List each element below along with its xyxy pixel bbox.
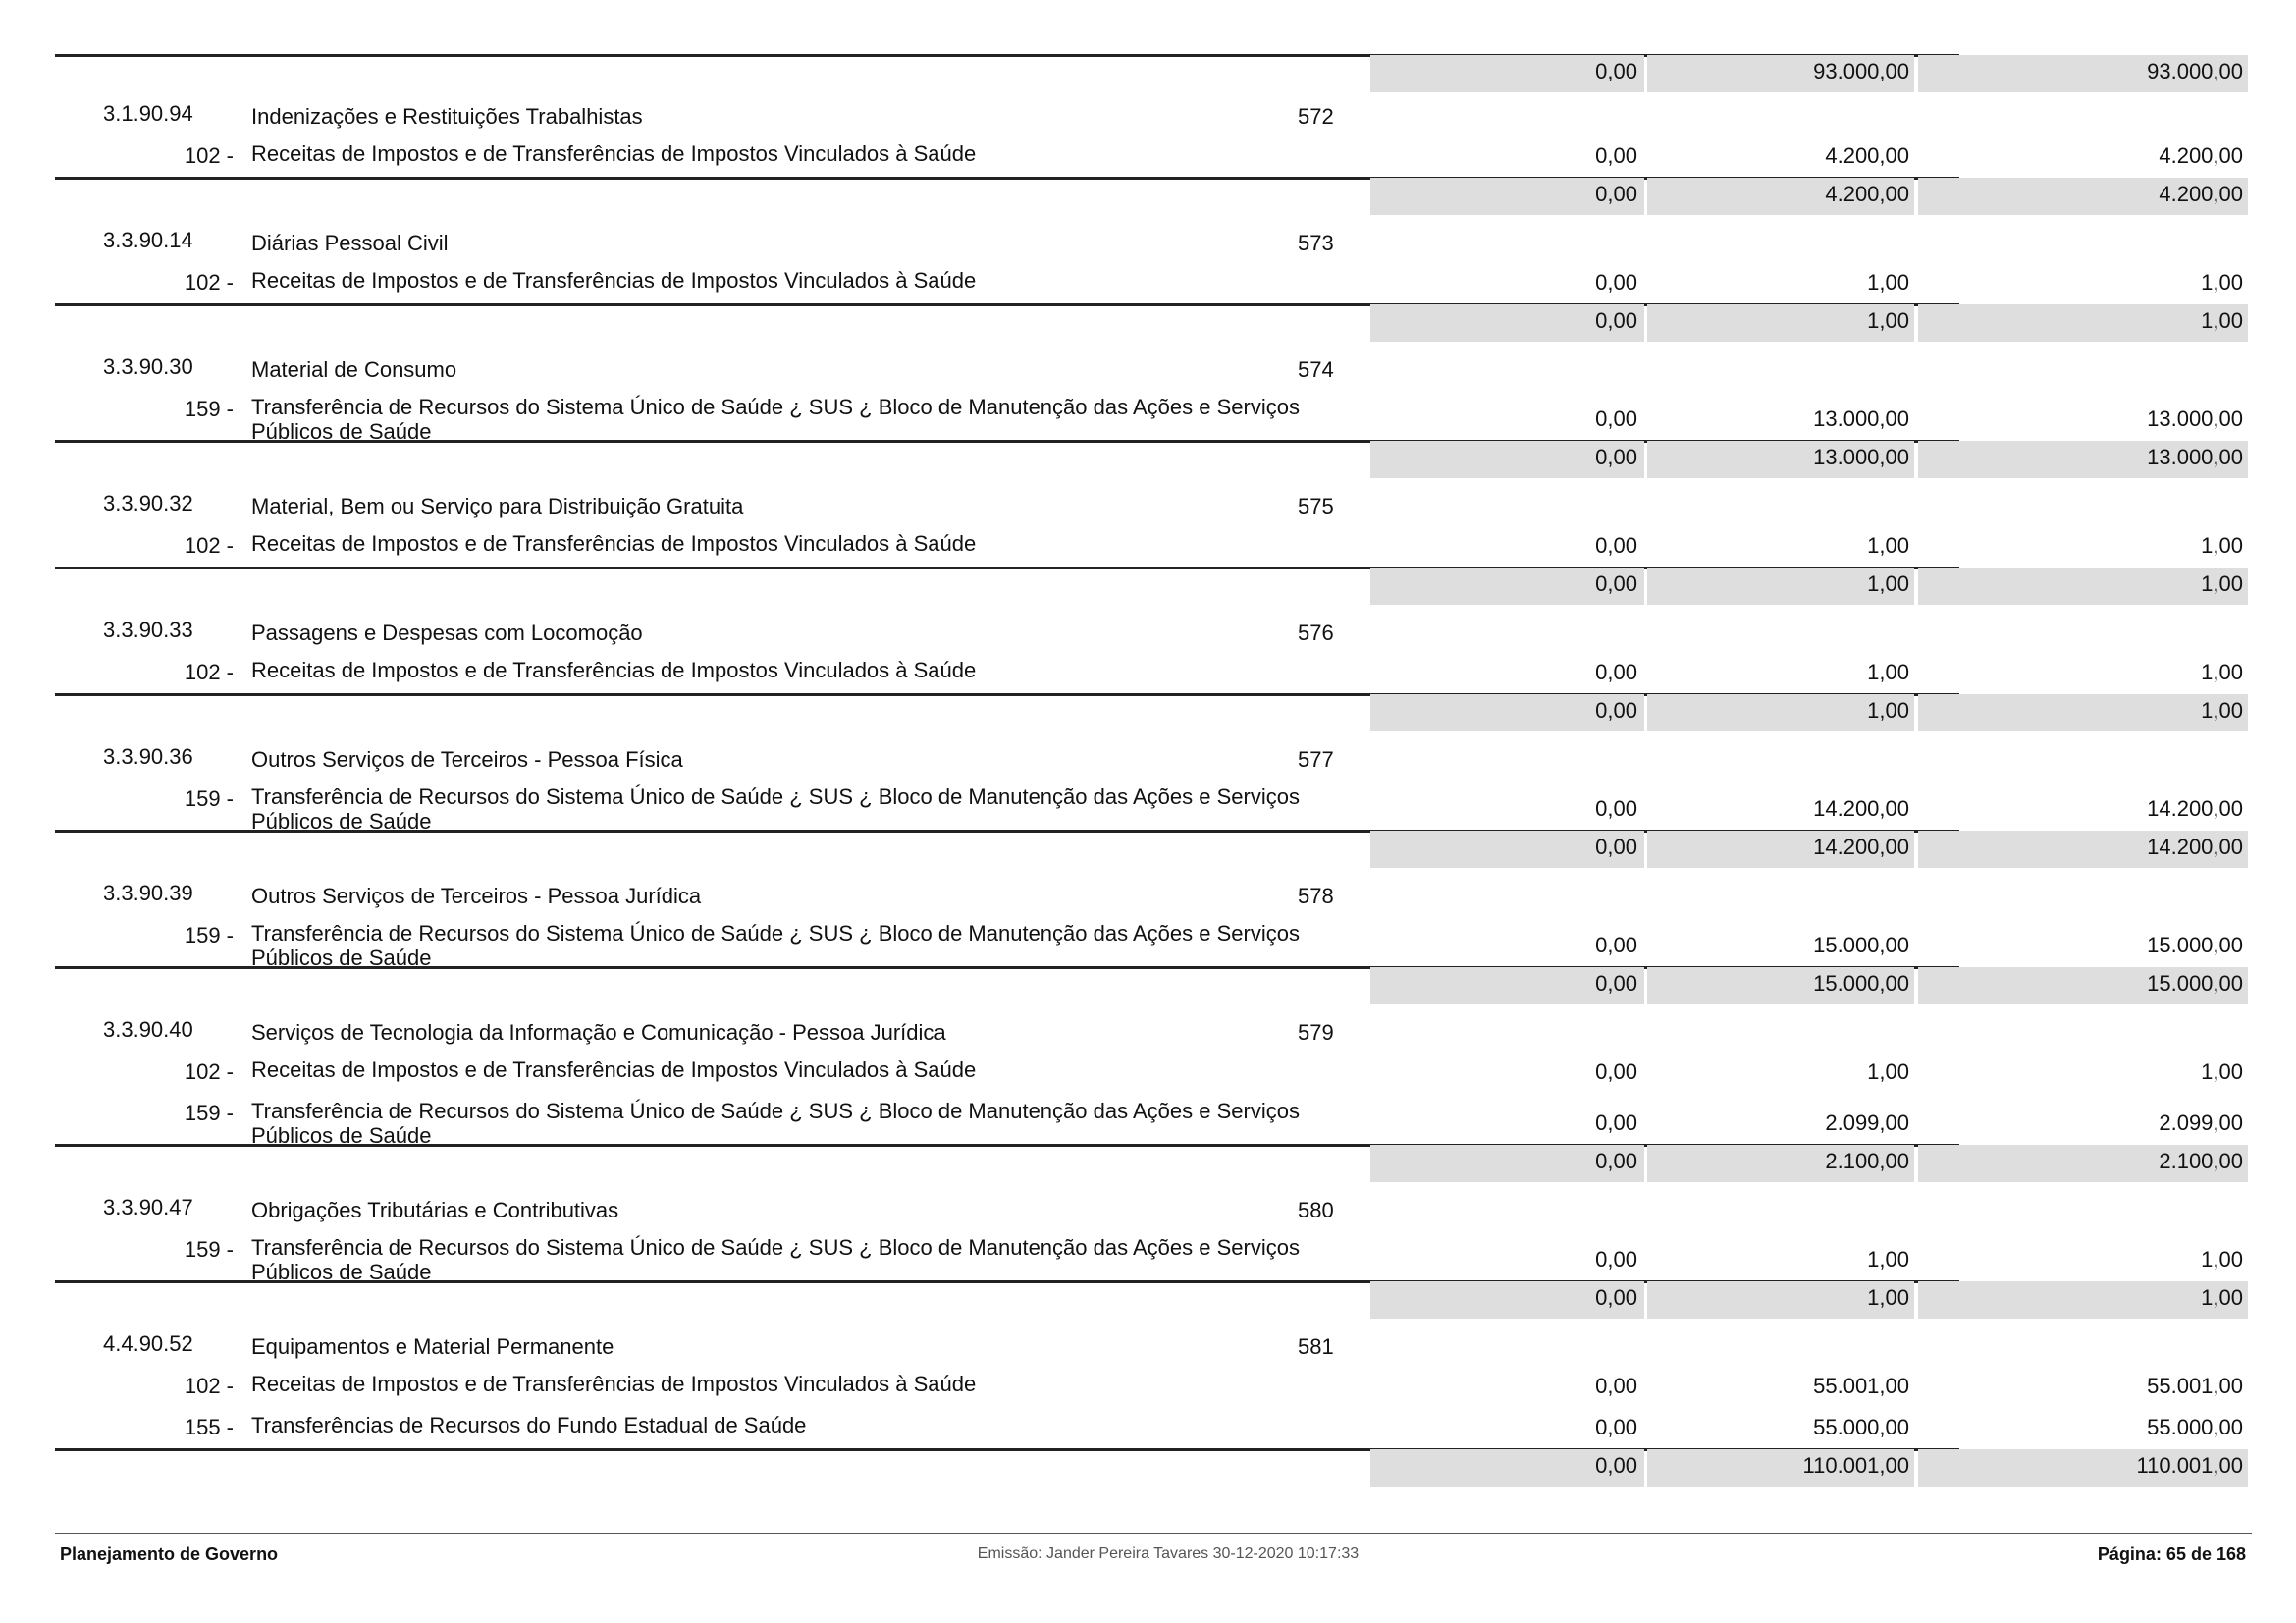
fonte-code: 102 - — [184, 270, 234, 295]
fonte-code: 159 - — [184, 923, 234, 947]
group-total-value-3: 1,00 — [2201, 308, 2243, 333]
opening-total-value-2: 93.000,00 — [1813, 59, 1909, 83]
account-code: 3.3.90.33 — [103, 618, 193, 642]
line-value-3: 1,00 — [2201, 270, 2243, 295]
line-value-1: 0,00 — [1595, 1247, 1637, 1271]
sequence-number: 578 — [1298, 884, 1334, 908]
fonte-description: Receitas de Impostos e de Transferências de Impostos Vinculados à Saúde — [251, 1372, 977, 1396]
line-value-3: 15.000,00 — [2147, 933, 2243, 957]
line-value-2: 1,00 — [1867, 270, 1909, 295]
fonte-code: 102 - — [184, 1374, 234, 1398]
line-value-1: 0,00 — [1595, 270, 1637, 295]
group-total-value-3: 1,00 — [2201, 571, 2243, 596]
line-value-1: 0,00 — [1595, 533, 1637, 558]
group-total-value-1: 0,00 — [1595, 571, 1637, 596]
line-value-2: 1,00 — [1867, 1059, 1909, 1084]
group-total-value-3: 4.200,00 — [2159, 182, 2243, 206]
line-value-1: 0,00 — [1595, 660, 1637, 684]
sequence-number: 572 — [1298, 104, 1334, 129]
fonte-description: Receitas de Impostos e de Transferências de Impostos Vinculados à Saúde — [251, 268, 977, 293]
line-value-3: 1,00 — [2201, 1247, 2243, 1271]
fonte-code: 159 - — [184, 397, 234, 421]
account-code: 3.1.90.94 — [103, 101, 193, 126]
group-total-value-3: 1,00 — [2201, 1285, 2243, 1310]
line-value-2: 14.200,00 — [1813, 796, 1909, 821]
group-total-value-2: 110.001,00 — [1802, 1453, 1909, 1478]
line-value-1: 0,00 — [1595, 933, 1637, 957]
sequence-number: 574 — [1298, 357, 1334, 382]
line-value-2: 1,00 — [1867, 660, 1909, 684]
group-total-value-2: 1,00 — [1867, 308, 1909, 333]
group-total-value-1: 0,00 — [1595, 1285, 1637, 1310]
group-total-value-3: 15.000,00 — [2147, 971, 2243, 996]
line-value-2: 13.000,00 — [1813, 406, 1909, 431]
group-total-value-3: 110.001,00 — [2136, 1453, 2243, 1478]
line-value-2: 55.000,00 — [1813, 1415, 1909, 1439]
group-total-value-1: 0,00 — [1595, 445, 1637, 469]
sequence-number: 573 — [1298, 231, 1334, 255]
group-total-value-1: 0,00 — [1595, 1453, 1637, 1478]
fonte-code: 102 - — [184, 660, 234, 684]
fonte-code: 159 - — [184, 1101, 234, 1125]
group-total-value-1: 0,00 — [1595, 308, 1637, 333]
account-code: 3.3.90.39 — [103, 881, 193, 905]
opening-total-value-1: 0,00 — [1595, 59, 1637, 83]
line-value-1: 0,00 — [1595, 1059, 1637, 1084]
fonte-code: 159 - — [184, 1237, 234, 1262]
account-name: Equipamentos e Material Permanente — [251, 1334, 614, 1359]
account-name: Serviços de Tecnologia da Informação e Comunicação - Pessoa Jurídica — [251, 1020, 946, 1045]
line-value-1: 0,00 — [1595, 1110, 1637, 1135]
account-name: Diárias Pessoal Civil — [251, 231, 449, 255]
fonte-code: 102 - — [184, 143, 234, 168]
footer-divider — [55, 1533, 2252, 1534]
account-name: Material, Bem ou Serviço para Distribuição Gratuita — [251, 494, 744, 518]
sequence-number: 580 — [1298, 1198, 1334, 1222]
fonte-description: Receitas de Impostos e de Transferências de Impostos Vinculados à Saúde — [251, 531, 977, 556]
line-value-2: 55.001,00 — [1813, 1374, 1909, 1398]
line-value-2: 15.000,00 — [1813, 933, 1909, 957]
sequence-number: 575 — [1298, 494, 1334, 518]
line-value-3: 1,00 — [2201, 1059, 2243, 1084]
group-total-value-2: 13.000,00 — [1813, 445, 1909, 469]
account-code: 3.3.90.36 — [103, 744, 193, 769]
sequence-number: 577 — [1298, 747, 1334, 772]
group-total-value-1: 0,00 — [1595, 835, 1637, 859]
group-total-value-1: 0,00 — [1595, 1149, 1637, 1173]
line-value-2: 1,00 — [1867, 533, 1909, 558]
footer-emission: Emissão: Jander Pereira Tavares 30-12-2020 10:17:33 — [977, 1545, 1360, 1562]
group-total-value-1: 0,00 — [1595, 698, 1637, 723]
group-total-value-2: 15.000,00 — [1813, 971, 1909, 996]
footer-page-number: Página: 65 de 168 — [2097, 1544, 2246, 1564]
group-total-value-2: 4.200,00 — [1825, 182, 1909, 206]
account-name: Obrigações Tributárias e Contributivas — [251, 1198, 619, 1222]
account-name: Indenizações e Restituições Trabalhistas — [251, 104, 643, 129]
group-total-value-1: 0,00 — [1595, 971, 1637, 996]
line-value-3: 55.001,00 — [2147, 1374, 2243, 1398]
group-total-value-3: 13.000,00 — [2147, 445, 2243, 469]
fonte-description: Transferência de Recursos do Sistema Único de Saúde ¿ SUS ¿ Bloco de Manutenção das Ações e Serviços Públicos de Saúde — [251, 784, 1300, 834]
fonte-code: 102 - — [184, 533, 234, 558]
account-name: Material de Consumo — [251, 357, 457, 382]
group-total-value-2: 14.200,00 — [1813, 835, 1909, 859]
account-code: 3.3.90.30 — [103, 354, 193, 379]
line-value-3: 14.200,00 — [2147, 796, 2243, 821]
line-value-1: 0,00 — [1595, 406, 1637, 431]
sequence-number: 581 — [1298, 1334, 1334, 1359]
line-value-1: 0,00 — [1595, 143, 1637, 168]
fonte-description: Transferência de Recursos do Sistema Único de Saúde ¿ SUS ¿ Bloco de Manutenção das Ações e Serviços Públicos de Saúde — [251, 921, 1300, 970]
line-value-3: 2.099,00 — [2159, 1110, 2243, 1135]
sequence-number: 579 — [1298, 1020, 1334, 1045]
account-code: 3.3.90.40 — [103, 1017, 193, 1042]
line-value-2: 1,00 — [1867, 1247, 1909, 1271]
fonte-description: Transferência de Recursos do Sistema Único de Saúde ¿ SUS ¿ Bloco de Manutenção das Ações e Serviços Públicos de Saúde — [251, 395, 1300, 444]
account-code: 4.4.90.52 — [103, 1331, 193, 1356]
line-value-1: 0,00 — [1595, 1374, 1637, 1398]
account-code: 3.3.90.14 — [103, 228, 193, 252]
account-name: Passagens e Despesas com Locomoção — [251, 621, 643, 645]
fonte-description: Receitas de Impostos e de Transferências de Impostos Vinculados à Saúde — [251, 1057, 977, 1082]
group-total-value-3: 2.100,00 — [2159, 1149, 2243, 1173]
group-total-value-2: 1,00 — [1867, 1285, 1909, 1310]
fonte-code: 159 - — [184, 786, 234, 811]
group-total-value-2: 2.100,00 — [1825, 1149, 1909, 1173]
line-value-3: 55.000,00 — [2147, 1415, 2243, 1439]
line-value-1: 0,00 — [1595, 796, 1637, 821]
group-total-value-3: 1,00 — [2201, 698, 2243, 723]
line-value-3: 1,00 — [2201, 660, 2243, 684]
line-value-2: 4.200,00 — [1825, 143, 1909, 168]
group-total-value-3: 14.200,00 — [2147, 835, 2243, 859]
line-value-2: 2.099,00 — [1825, 1110, 1909, 1135]
account-name: Outros Serviços de Terceiros - Pessoa Física — [251, 747, 683, 772]
opening-total-value-3: 93.000,00 — [2147, 59, 2243, 83]
group-total-value-2: 1,00 — [1867, 698, 1909, 723]
line-value-1: 0,00 — [1595, 1415, 1637, 1439]
account-code: 3.3.90.47 — [103, 1195, 193, 1219]
group-total-value-2: 1,00 — [1867, 571, 1909, 596]
fonte-code: 155 - — [184, 1415, 234, 1439]
line-value-3: 1,00 — [2201, 533, 2243, 558]
fonte-description: Transferência de Recursos do Sistema Único de Saúde ¿ SUS ¿ Bloco de Manutenção das Ações e Serviços Públicos de Saúde — [251, 1235, 1300, 1284]
group-total-value-1: 0,00 — [1595, 182, 1637, 206]
line-value-3: 4.200,00 — [2159, 143, 2243, 168]
account-name: Outros Serviços de Terceiros - Pessoa Jurídica — [251, 884, 702, 908]
footer-department: Planejamento de Governo — [60, 1544, 279, 1564]
fonte-description: Receitas de Impostos e de Transferências de Impostos Vinculados à Saúde — [251, 141, 977, 166]
fonte-description: Receitas de Impostos e de Transferências de Impostos Vinculados à Saúde — [251, 658, 977, 682]
fonte-description: Transferências de Recursos do Fundo Estadual de Saúde — [251, 1413, 807, 1437]
fonte-description: Transferência de Recursos do Sistema Único de Saúde ¿ SUS ¿ Bloco de Manutenção das Ações e Serviços Públicos de Saúde — [251, 1099, 1300, 1148]
account-code: 3.3.90.32 — [103, 491, 193, 515]
line-value-3: 13.000,00 — [2147, 406, 2243, 431]
fonte-code: 102 - — [184, 1059, 234, 1084]
sequence-number: 576 — [1298, 621, 1334, 645]
